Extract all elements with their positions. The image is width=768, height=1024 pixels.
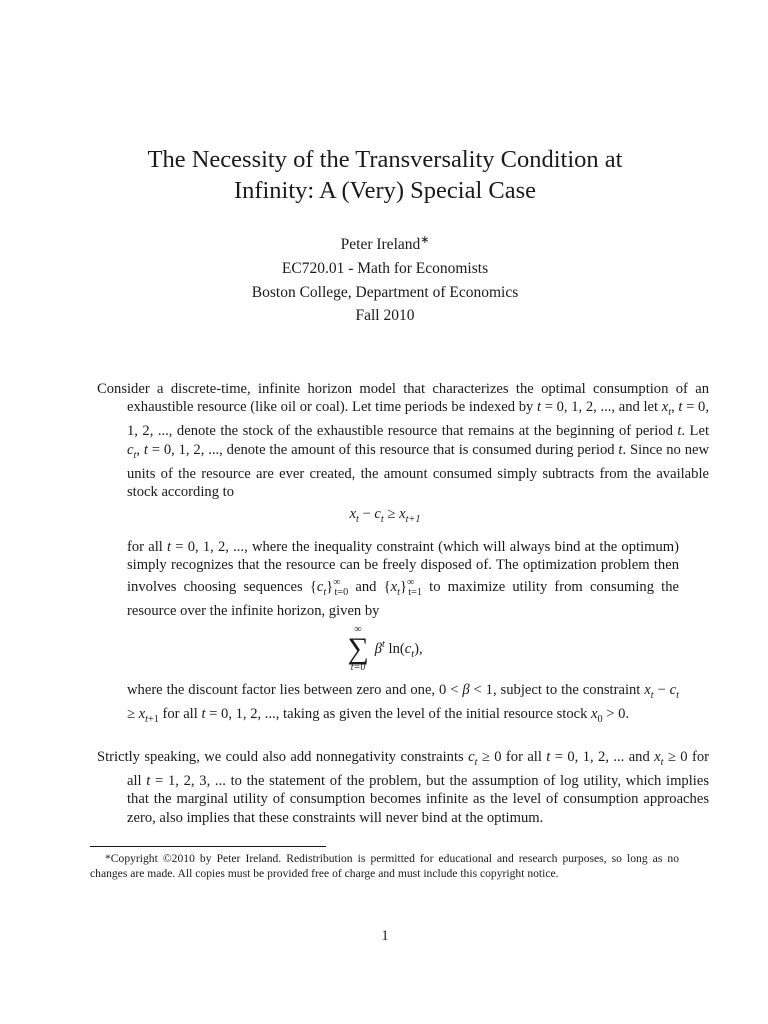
paragraph-1: Consider a discrete-time, infinite horizon model that characterizes the optimal consumption of an exhaustible resource (like oil or coal). Let time periods be indexed by t = 0, 1, 2, ..., and let $x_t$, t = 0, 1, 2, ..., denote the stock of the exhaustible resource that remains at the beginning of period t. Let $c_t$, t = 0, 1, 2, ..., denote the amount of this resource that is consumed during period t. Since no new units of the resource are ever created, the amount consumed simply subtracts from the available stock according to [97,381,710,500]
author-block [90,228,680,305]
institution: Boston College, Department of Economics [251,284,519,302]
author-name: Peter Ireland∗ [340,234,430,254]
summation-icon: ∞ ∑ t=0 [347,624,369,673]
paragraph-4: Strictly speaking, we could also add nonnegativity constraints $c_t \ge 0$ for all t = 0, 1, 2, ... and $x_t \ge 0$ for all t = 1, 2, 3, ... to the statement of the problem, but the assumption of log utility, which implies that the marginal utility of consumption becomes infinite as the level of consumption approaches zero, also implies that these constraints will never bind at the optimum. [97,749,709,826]
paragraph-3: where the discount factor lies between zero and one, 0 < β < 1, subject to the constraint $x_t - c_t \ge x_{t+1}$ for all t = 0, 1, 2, ..., taking as given the level of the initial resource stock $x_0 > 0$. [127,682,679,726]
paper-date: Fall 2010 [355,307,415,324]
equation-utility-sum: ∞ ∑ t=0 $\beta^t$ $\ln(c_t)$, [347,624,423,673]
equation-resource-constraint: $x_t - c_t \ge x_{t+1}$ [349,506,421,525]
paper-title: The Necessity of the Transversality Condition at Infinity: A (Very) Special Case [147,146,623,204]
page-number: 1 [381,928,389,944]
copyright-footnote: *Copyright ©2010 by Peter Ireland. Redistribution is permitted for educational and research purposes, so long as no changes are made. All copies must be provided free of charge and must include this copyright notice. [90,852,679,880]
footnote-rule [90,846,326,847]
paragraph-2: for all t = 0, 1, 2, ..., where the inequality constraint (which will always bind at the optimum) simply recognizes that the resource can be freely disposed of. The optimization problem then involves choosing sequences $\{c_t\}^\infty_{t=0}$ and $\{x_t\}^\infty_{t=1}$ to maximize utility from consuming the resource over the infinite horizon, given by [127,539,679,620]
course-name: EC720.01 - Math for Economists [281,260,489,278]
